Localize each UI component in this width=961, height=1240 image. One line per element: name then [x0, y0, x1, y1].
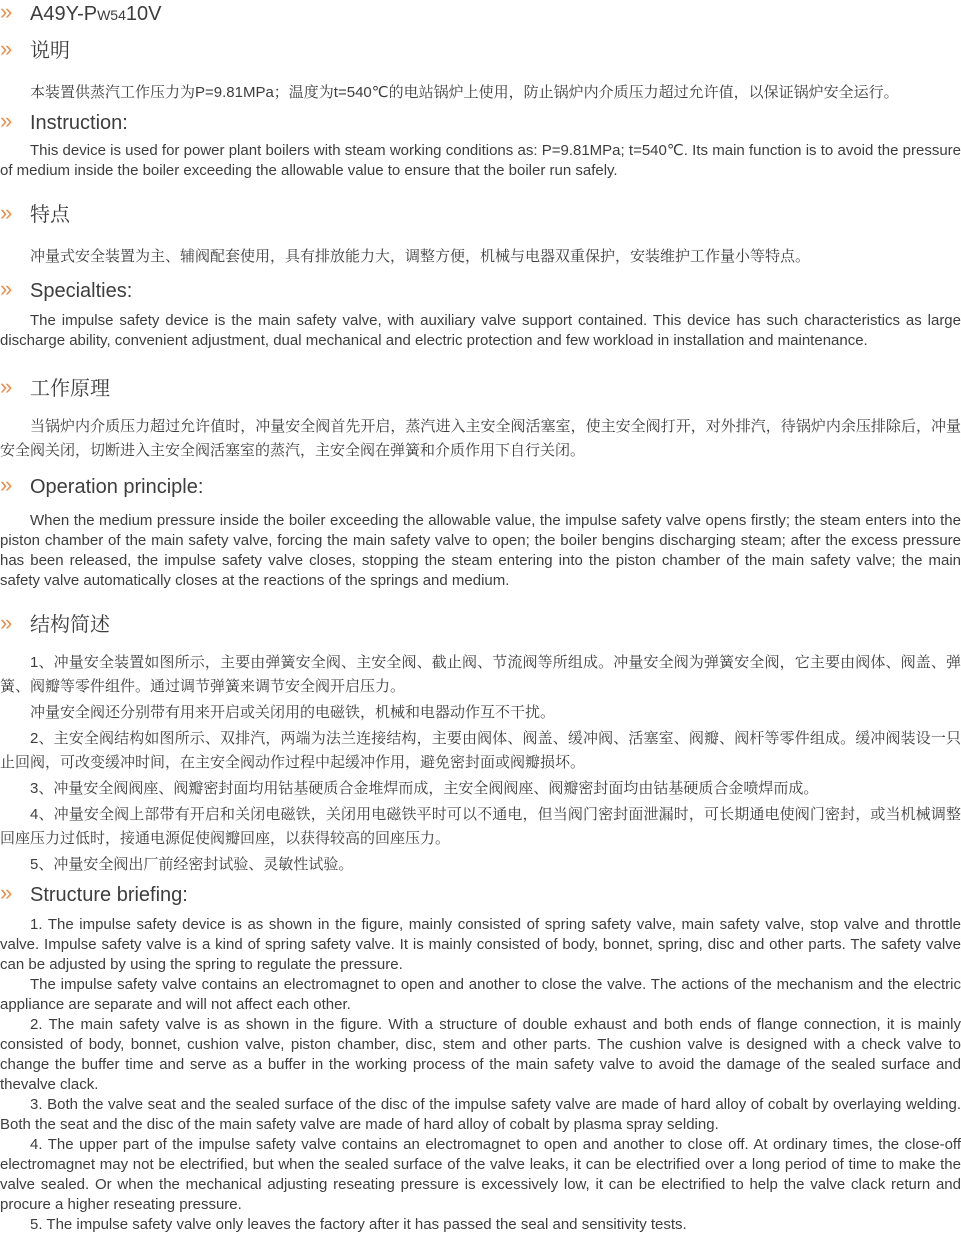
description-cn-paragraph: 本装置供蒸汽工作压力为P=9.81MPa；温度为t=540℃的电站锅炉上使用，防止锅炉内介质压力超过允许值，以保证锅炉安全运行。	[30, 84, 899, 101]
heading-text: 特点	[30, 204, 70, 226]
heading-structure-briefing	[0, 880, 961, 907]
double-chevron-icon: »	[0, 880, 11, 905]
heading-text: Specialties:	[30, 280, 133, 302]
structure-briefing-item: 3. Both the valve seat and the sealed surface of the disc of the impulse safety valve are made of hard alloy of cobalt by overlaying welding. Both the seat and the disc of the main safety valve are made of hard alloy of cobalt by plasma spray selding.	[0, 1096, 961, 1133]
structure-briefing-item: 1. The impulse safety device is as shown in the figure, mainly consisted of spring safety valve, main safety valve, stop valve and throttle valve. Impulse safety valve is a kind of spring safety valve. It is mainly consisted of body, bonnet, spring, disc and other parts. The safety valve can be adjusted by using the spring to regulate the pressure.	[0, 916, 961, 973]
working-principle-cn-paragraph: 当锅炉内介质压力超过允许值时，冲量安全阀首先开启，蒸汽进入主安全阀活塞室，使主安全阀打开，对外排汽，待锅炉内余压排除后，冲量安全阀关闭，切断进入主安全阀活塞室的蒸汽，主安全阀在弹簧和介质作用下自行关闭。	[0, 418, 961, 459]
model-prefix: A49Y-P	[30, 3, 98, 25]
model-suffix: 10V	[125, 3, 162, 25]
structure-briefing-item: 5. The impulse safety valve only leaves the factory after it has passed the seal and sensitivity tests.	[30, 1216, 687, 1233]
structure-cn-item: 5、冲量安全阀出厂前经密封试验、灵敏性试验。	[30, 856, 354, 873]
double-chevron-icon: »	[0, 472, 11, 497]
features-cn-paragraph: 冲量式安全装置为主、辅阀配套使用，具有排放能力大，调整方便，机械与电器双重保护，安装维护工作量小等特点。	[30, 248, 811, 265]
structure-cn-item: 冲量安全阀还分别带有用来开启或关闭用的电磁铁，机械和电器动作互不干扰。	[30, 704, 556, 721]
structure-cn-item: 3、冲量安全阀阀座、阀瓣密封面均用钴基硬质合金堆焊而成，主安全阀阀座、阀瓣密封面均由钴基硬质合金喷焊而成。	[30, 780, 819, 797]
heading-text: 工作原理	[30, 378, 110, 400]
structure-briefing-item: 4. The upper part of the impulse safety valve contains an electromagnet to open and another to close off. At ordinary times, the close-off electromagnet may not be electrified, but when the sealed surface of the valve leaks, it can be electrified over a long period of time to make the valve sealed. Or when the mechanical adjusting reseating pressure is excessively low, it can be electrified to help the valve clack return and procure a higher reseating pressure.	[0, 1136, 961, 1213]
double-chevron-icon: »	[0, 0, 11, 24]
heading-specialties	[0, 276, 961, 303]
double-chevron-icon: »	[0, 36, 11, 61]
operation-principle-paragraph: When the medium pressure inside the boiler exceeding the allowable value, the impulse safety valve opens firstly; the steam enters into the piston chamber of the main safety valve, forcing the main safety valve to open; the boiler bengins discharging steam; after the excess pressure has been released, the impulse safety valve closes, stopping the steam entering into the piston chamber of the main safety valve; the main safety valve automatically closes at the reactions of the springs and medium.	[0, 512, 961, 589]
heading-operation-principle	[0, 472, 961, 499]
structure-cn-item: 4、冲量安全阀上部带有开启和关闭电磁铁，关闭用电磁铁平时可以不通电，但当阀门密封面泄漏时，可长期通电使阀门密封，或当机械调整回座压力过低时，接通电源促使阀瓣回座，以获得较高的回座压力。	[0, 806, 961, 847]
model-subscript: W54	[97, 7, 126, 23]
heading-structure-cn	[0, 610, 961, 637]
heading-features-cn	[0, 200, 961, 227]
double-chevron-icon: »	[0, 374, 11, 399]
structure-briefing-item: The impulse safety valve contains an electromagnet to open and another to close the valve. The actions of the mechanism and the electric appliance are separate and will not affect each other.	[0, 976, 961, 1013]
structure-cn-item: 2、主安全阀结构如图所示、双排汽，两端为法兰连接结构，主要由阀体、阀盖、缓冲阀、活塞室、阀瓣、阀杆等零件组成。缓冲阀装设一只止回阀，可改变缓冲时间，在主安全阀动作过程中起缓冲作用，避免密封面或阀瓣损坏。	[0, 730, 961, 771]
product-model-text	[30, 2, 161, 27]
heading-text: 说明	[30, 40, 70, 62]
heading-text: 结构简述	[30, 614, 110, 636]
specialties-paragraph: The impulse safety device is the main safety valve, with auxiliary valve support contained. This device has such characteristics as large discharge ability, convenient adjustment, dual mechanical and electric protection and few workload in installation and maintenance.	[0, 312, 961, 349]
instruction-paragraph: This device is used for power plant boilers with steam working conditions as: P=9.81MPa; t=540℃. Its main function is to avoid the pressure of medium inside the boiler exceeding the allowable value to ensure that the boiler run safely.	[0, 142, 961, 179]
heading-description-cn	[0, 36, 961, 63]
structure-cn-item: 1、冲量安全装置如图所示，主要由弹簧安全阀、主安全阀、截止阀、节流阀等所组成。冲量安全阀为弹簧安全阀，它主要由阀体、阀盖、弹簧、阀瓣等零件组件。通过调节弹簧来调节安全阀开启压力。	[0, 654, 961, 695]
product-model-title	[0, 2, 961, 27]
double-chevron-icon: »	[0, 108, 11, 133]
heading-text: Instruction:	[30, 112, 128, 134]
double-chevron-icon: »	[0, 276, 11, 301]
structure-briefing-item: 2. The main safety valve is as shown in the figure. With a structure of double exhaust and both ends of flange connection, it is mainly consisted of body, bonnet, cushion valve, piston chamber, disc, stem and other parts. The cushion valve is designed with a check valve to change the buffer time and serve as a buffer in the working process of the main safety valve to avoid the damage of the sealed surface and thevalve clack.	[0, 1016, 961, 1093]
heading-text: Structure briefing:	[30, 884, 188, 906]
structure-briefing-list	[0, 915, 961, 1235]
heading-instruction	[0, 108, 961, 135]
heading-working-principle-cn	[0, 374, 961, 401]
heading-text: Operation principle:	[30, 476, 204, 498]
double-chevron-icon: »	[0, 610, 11, 635]
structure-cn-list	[0, 651, 961, 877]
double-chevron-icon: »	[0, 200, 11, 225]
